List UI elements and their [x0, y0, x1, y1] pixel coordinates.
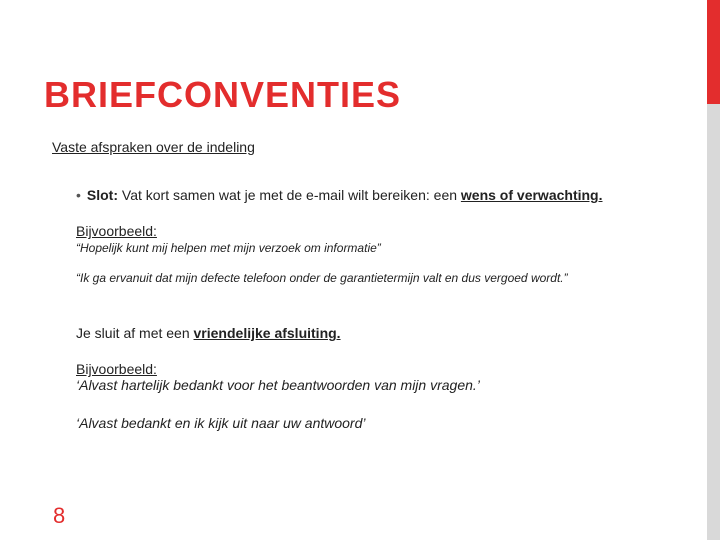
example1-line2: “Ik ga ervanuit dat mijn defecte telefoon onder de garantietermijn valt en dus vergoed wordt.” — [76, 271, 568, 285]
closing-line — [76, 325, 341, 341]
example2-line2: ‘Alvast bedankt en ik kijk uit naar uw antwoord’ — [76, 415, 366, 431]
example1-line1: “Hopelijk kunt mij helpen met mijn verzoek om informatie” — [76, 241, 381, 255]
slide-subtitle: Vaste afspraken over de indeling — [52, 139, 255, 155]
closing-text: Je sluit af met een — [76, 325, 194, 341]
example2-heading — [76, 361, 157, 377]
slide-title: BRIEFCONVENTIES — [44, 74, 402, 115]
example2-heading-text: Bijvoorbeeld: — [76, 361, 157, 377]
right-accent-bar — [707, 0, 720, 104]
bullet-label: Slot: — [86, 187, 119, 203]
bullet-emphasis: wens of verwachting. — [460, 187, 603, 203]
bullet-dot-icon: • — [76, 187, 81, 203]
example1-heading-text: Bijvoorbeeld: — [76, 223, 157, 239]
example1-heading — [76, 223, 157, 239]
bullet-slot — [76, 187, 603, 203]
closing-emphasis: vriendelijke afsluiting. — [193, 325, 341, 341]
page-number: 8 — [53, 503, 66, 528]
example2-line1: ‘Alvast hartelijk bedankt voor het beantwoorden van mijn vragen.’ — [76, 377, 480, 393]
bullet-text: Vat kort samen wat je met de e-mail wilt bereiken: een — [118, 187, 461, 203]
